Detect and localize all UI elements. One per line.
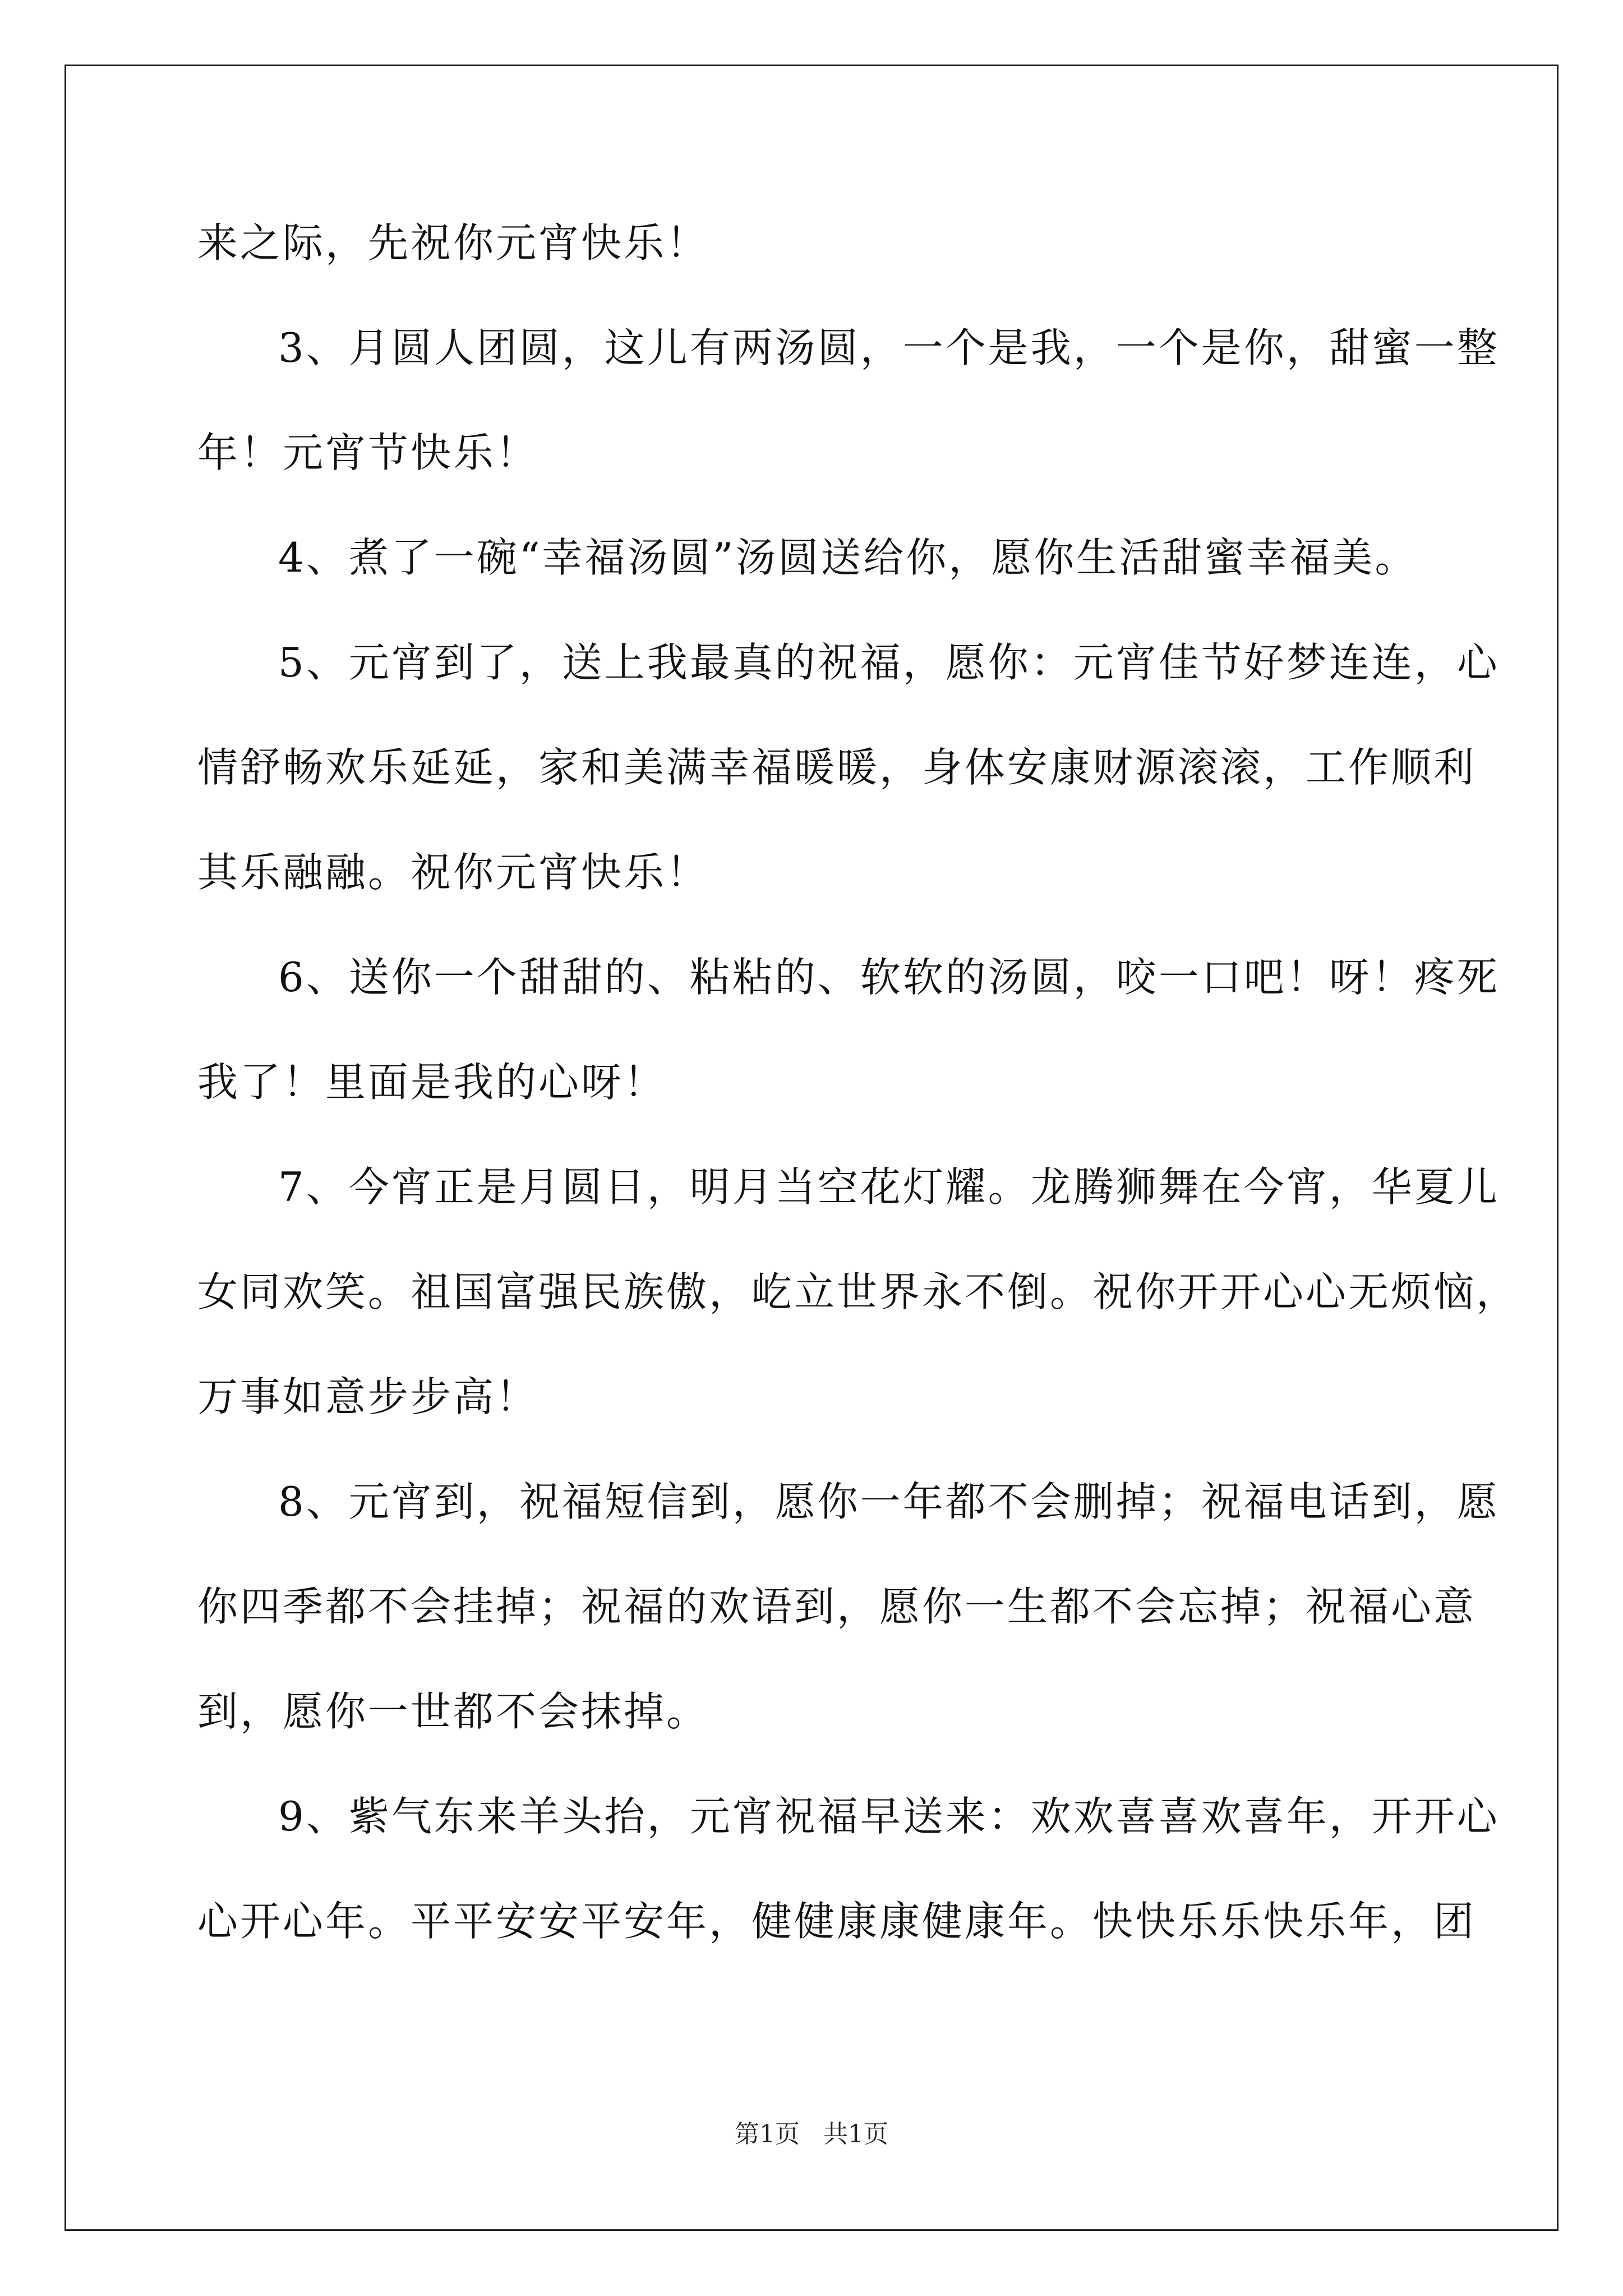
paragraph-line: 5、元宵到了，送上我最真的祝福，愿你：元宵佳节好梦连连，心 bbox=[278, 639, 1500, 686]
text-line: 我了！里面是我的心呀！ bbox=[197, 1059, 667, 1106]
page-number-footer: 第1页 共1页 bbox=[735, 2120, 888, 2148]
text-line: 你四季都不会挂掉；祝福的欢语到，愿你一生都不会忘掉；祝福心意 bbox=[197, 1583, 1477, 1630]
text-line: 情舒畅欢乐延延，家和美满幸福暖暖，身体安康财源滚滚，工作顺利 bbox=[197, 744, 1477, 791]
text-line: 其乐融融。祝你元宵快乐！ bbox=[197, 849, 709, 896]
paragraph-line: 9、紫气东来羊头抬，元宵祝福早送来：欢欢喜喜欢喜年，开开心 bbox=[278, 1793, 1500, 1840]
text-line: 万事如意步步高！ bbox=[197, 1373, 539, 1420]
paragraph-line: 7、今宵正是月圆日，明月当空花灯耀。龙腾狮舞在今宵，华夏儿 bbox=[278, 1163, 1500, 1211]
text-line: 年！元宵节快乐！ bbox=[197, 429, 539, 476]
paragraph-line: 3、月圆人团圆，这儿有两汤圆，一个是我，一个是你，甜蜜一整 bbox=[278, 324, 1500, 371]
text-line: 女同欢笑。祖国富强民族傲，屹立世界永不倒。祝你开开心心无烦恼， bbox=[197, 1268, 1519, 1315]
paragraph-line: 8、元宵到，祝福短信到，愿你一年都不会删掉；祝福电话到，愿 bbox=[278, 1478, 1500, 1525]
text-line: 到，愿你一世都不会抹掉。 bbox=[197, 1688, 709, 1735]
paragraph-line: 6、送你一个甜甜的、粘粘的、软软的汤圆，咬一口吧！呀！疼死 bbox=[278, 954, 1500, 1001]
paragraph-line: 4、煮了一碗“幸福汤圆”汤圆送给你，愿你生活甜蜜幸福美。 bbox=[278, 534, 1418, 581]
text-line: 来之际，先祝你元宵快乐！ bbox=[197, 219, 709, 266]
text-line: 心开心年。平平安安平安年，健健康康健康年。快快乐乐快乐年，团 bbox=[197, 1898, 1477, 1945]
